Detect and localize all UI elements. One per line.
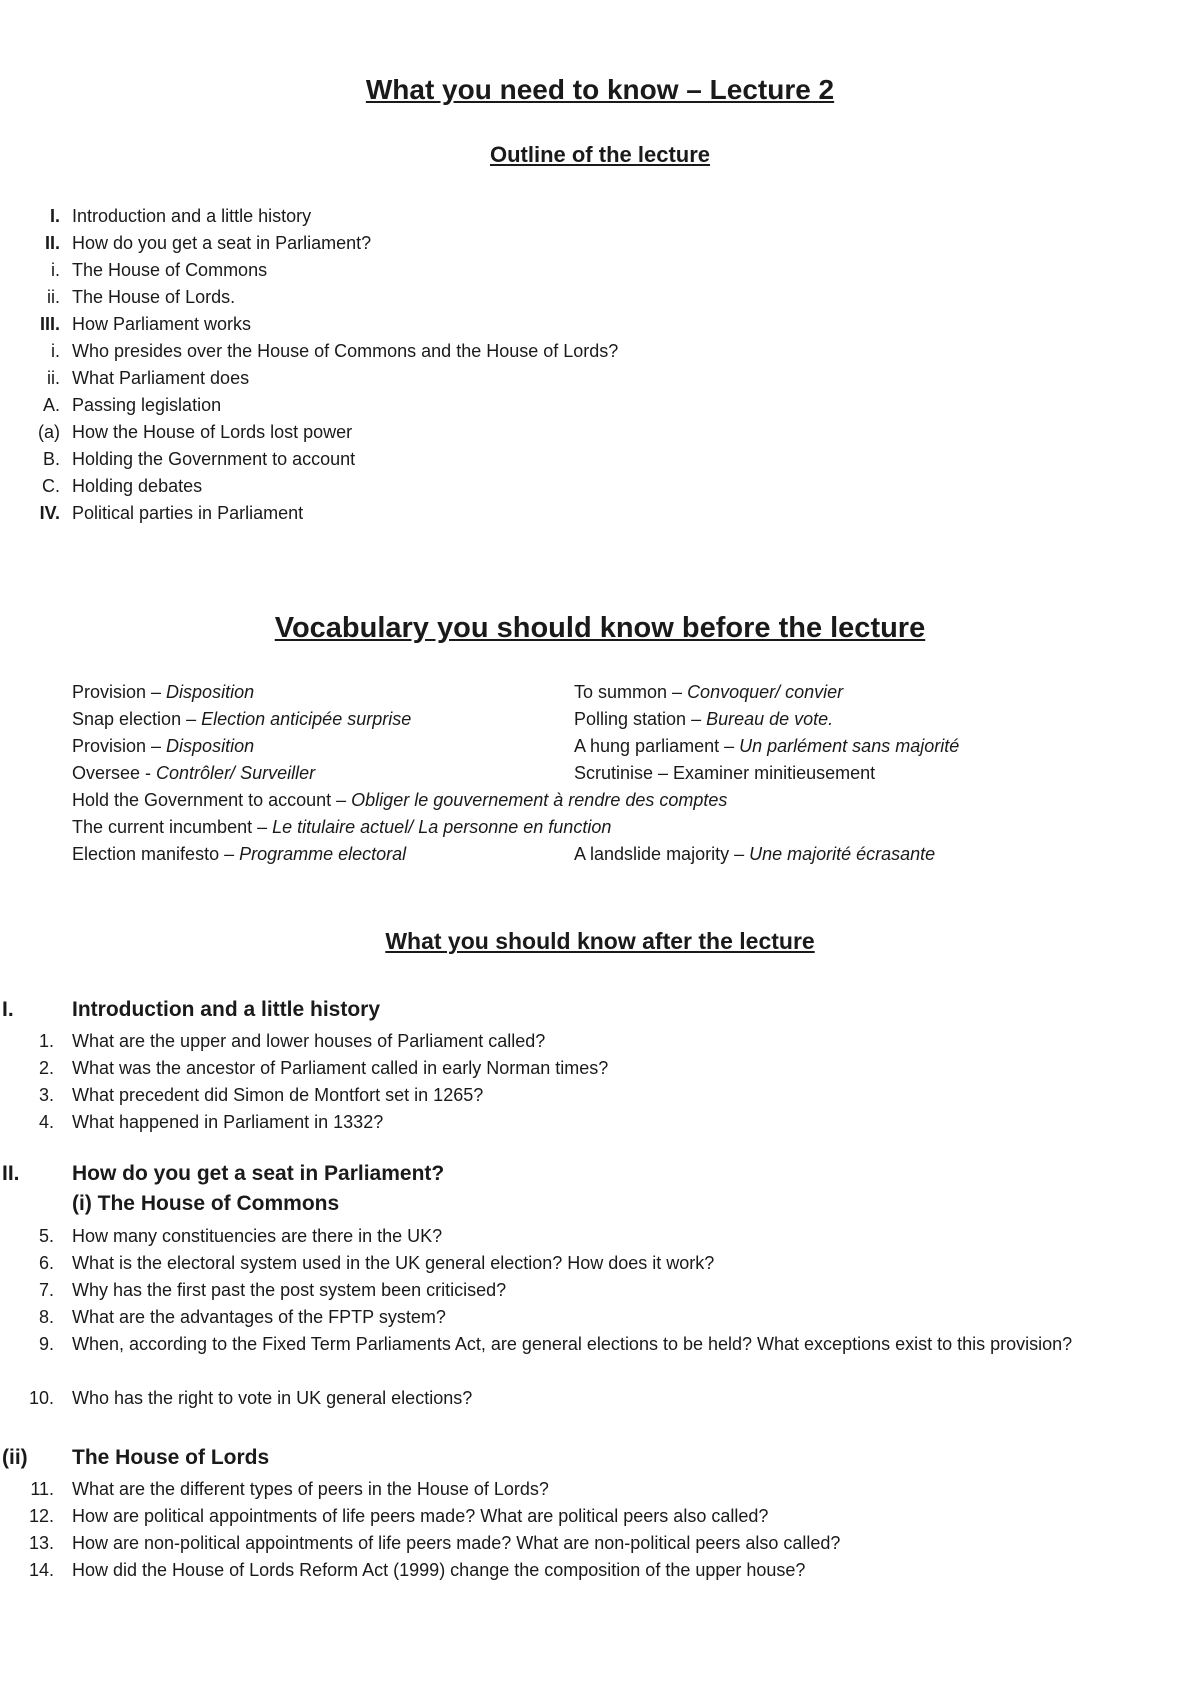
vocab-entry: Polling station – Bureau de vote.	[574, 709, 834, 729]
outline-item: IV. Political parties in Parliament	[39, 503, 304, 523]
outline-item: C. Holding debates	[42, 476, 203, 496]
vocab-entry: Hold the Government to account – Obliger le gouvernement à rendre des comptes	[72, 790, 728, 810]
vocab-entry: A landslide majority – Une majorité écrasante	[574, 844, 936, 864]
vocab-entry: Provision – Disposition	[72, 682, 255, 702]
after-heading: What you should know after the lecture	[385, 928, 815, 954]
vocab-entry: Oversee - Contrôler/ Surveiller	[72, 763, 316, 783]
section-heading: II. How do you get a seat in Parliament?	[2, 1162, 445, 1185]
page-title: What you need to know – Lecture 2	[365, 74, 835, 105]
outline-heading: Outline of the lecture	[489, 142, 711, 167]
outline-item: B. Holding the Government to account	[42, 449, 356, 469]
outline-item: (a) How the House of Lords lost power	[38, 422, 353, 442]
document-page: What you need to know – Lecture 2 Outline of the lecture I. Introduction and a little history II. How do you get a seat in Parliament? i. The House of Commons ii. The House of Lords. III. How Parliament works i. Who presides over the House of Commons and the House of Lords? ii. What Parliament does A. Passing legislation (a) How the House of Lords lost power B. Holding the Government to account C. Holding debates IV. Political parties in Parliament Vocabulary you should know before the lecture Provision – Disposition To summon – Convoquer/ convier Snap election – Election anticipée surprise Polling station – Bureau de vote. Provision – Disposition A hung parliament – Un parlément sans majorité Oversee - Contrôler/ Surveiller Scrutinise – Examiner minitieusement Hold the Government to account – Obliger le gouvernement à rendre des comptes The current incumbent – Le titulaire actuel/ La personne en function Election manifesto – Programme electoral A landslide majority – Une majorité écrasante What you should know after the lecture I. Introduction and a little history 1. What are the upper and lower houses of Parliament called? 2. What was the ancestor of Parliament called in early Norman times? 3. What precedent did Simon de Montfort set in 1265? 4. What happened in Parliament in 1332? II. How do you get a seat in Parliament? (i) The House of Commons 5. How many constituencies are there in the UK? 6. What is the electoral system used in the UK general election? How does it work? 7. Why has the first past the post system been criticised? 8. What are the advantages of the FPTP system? 9. When, according to the Fixed Term Parliaments Act, are general elections to be held? What exceptions exist to this provision? 10. Who has the right to vote in UK general elections? (ii) The House of Lords 11. What are the different types of peers in the House of Lords? 12. How are political appointments of life peers made? What are political peers also called? 13. How are non-political appointments of life peers made? What are non-political peers also called? 14. How did the House of Lords Reform Act (1999) change the composition of the upper house?	[0, 0, 1200, 1696]
vocab-entry: Provision – Disposition	[72, 736, 255, 756]
outline-item: A. Passing legislation	[42, 395, 222, 415]
vocab-entry: Election manifesto – Programme electoral	[72, 844, 407, 864]
section-heading: I. Introduction and a little history	[2, 998, 381, 1021]
section-heading: (ii) The House of Lords	[2, 1446, 270, 1469]
outline-item: ii. What Parliament does	[47, 368, 250, 388]
vocab-entry: Snap election – Election anticipée surprise	[72, 709, 412, 729]
outline-item: i. The House of Commons	[51, 260, 268, 280]
vocab-entry: A hung parliament – Un parlément sans majorité	[574, 736, 960, 756]
outline-item: III. How Parliament works	[39, 314, 252, 334]
vocab-entry: To summon – Convoquer/ convier	[574, 682, 844, 702]
vocab-entry: Scrutinise – Examiner minitieusement	[574, 763, 876, 783]
outline-item: I. Introduction and a little history	[49, 206, 312, 226]
outline-item: II. How do you get a seat in Parliament?	[44, 233, 372, 253]
section-subheading: (i) The House of Commons	[72, 1192, 340, 1215]
outline-item: ii. The House of Lords.	[47, 287, 236, 307]
outline-item: i. Who presides over the House of Commons and the House of Lords?	[51, 341, 619, 361]
vocabulary-heading: Vocabulary you should know before the lecture	[274, 612, 926, 644]
vocab-entry: The current incumbent – Le titulaire actuel/ La personne en function	[72, 817, 612, 837]
